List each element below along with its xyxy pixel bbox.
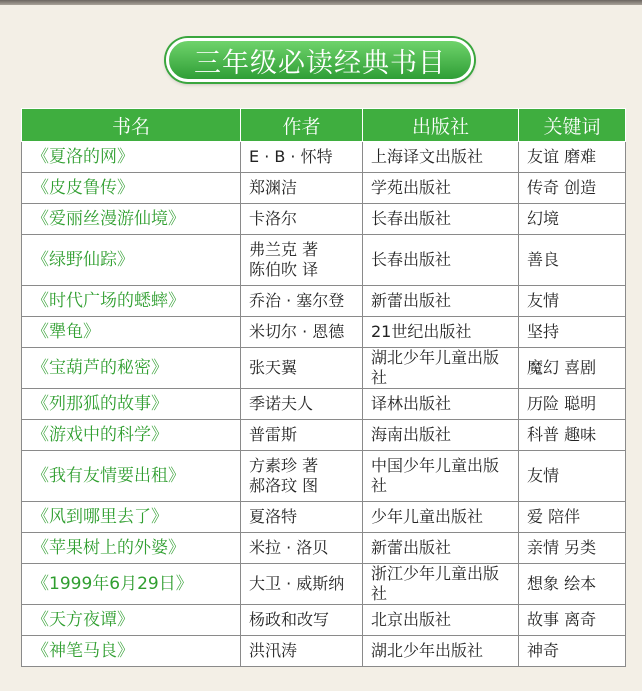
author-cell: 杨政和改写 (241, 605, 363, 636)
keywords-cell: 友情 (519, 286, 626, 317)
keywords-cell: 神奇 (519, 636, 626, 667)
table-row (22, 204, 626, 235)
table-row (22, 564, 626, 605)
keywords-cell: 友谊 磨难 (519, 142, 626, 173)
publisher-cell: 21世纪出版社 (363, 317, 519, 348)
keywords-cell: 善良 (519, 235, 626, 286)
publisher-cell: 浙江少年儿童出版社 (363, 564, 519, 605)
book-title-cell: 《夏洛的网》 (22, 142, 241, 173)
header-keywords: 关键词 (519, 109, 626, 142)
keywords-cell: 传奇 创造 (519, 173, 626, 204)
table-row (22, 451, 626, 502)
publisher-cell: 长春出版社 (363, 235, 519, 286)
keywords-cell: 魔幻 喜剧 (519, 348, 626, 389)
book-title-cell: 《绿野仙踪》 (22, 235, 241, 286)
author-cell: 洪汛涛 (241, 636, 363, 667)
header-author: 作者 (241, 109, 363, 142)
keywords-cell: 科普 趣味 (519, 420, 626, 451)
publisher-cell: 海南出版社 (363, 420, 519, 451)
author-cell: 大卫 · 威斯纳 (241, 564, 363, 605)
author-cell: 季诺夫人 (241, 389, 363, 420)
table-row (22, 235, 626, 286)
book-title-cell: 《宝葫芦的秘密》 (22, 348, 241, 389)
table-row (22, 502, 626, 533)
publisher-cell: 学苑出版社 (363, 173, 519, 204)
keywords-cell: 想象 绘本 (519, 564, 626, 605)
book-title-cell: 《苹果树上的外婆》 (22, 533, 241, 564)
publisher-cell: 新蕾出版社 (363, 533, 519, 564)
book-title-cell: 《风到哪里去了》 (22, 502, 241, 533)
header-book-name: 书名 (22, 109, 241, 142)
keywords-cell: 友情 (519, 451, 626, 502)
keywords-cell: 坚持 (519, 317, 626, 348)
top-edge-strip (0, 0, 642, 5)
table-row (22, 286, 626, 317)
book-title-cell: 《犟龟》 (22, 317, 241, 348)
table-header-row (22, 109, 626, 142)
book-title-cell: 《天方夜谭》 (22, 605, 241, 636)
author-cell: 郑渊洁 (241, 173, 363, 204)
table-row (22, 142, 626, 173)
keywords-cell: 历险 聪明 (519, 389, 626, 420)
publisher-cell: 少年儿童出版社 (363, 502, 519, 533)
author-cell: 方素珍 著 郝洛玟 图 (241, 451, 363, 502)
author-cell: 卡洛尔 (241, 204, 363, 235)
table-row (22, 420, 626, 451)
author-cell: 米切尔 · 恩德 (241, 317, 363, 348)
publisher-cell: 长春出版社 (363, 204, 519, 235)
table-row (22, 389, 626, 420)
author-cell: 米拉 · 洛贝 (241, 533, 363, 564)
table-row (22, 348, 626, 389)
publisher-cell: 译林出版社 (363, 389, 519, 420)
table-row (22, 605, 626, 636)
author-cell: 张天翼 (241, 348, 363, 389)
author-cell: E · B · 怀特 (241, 142, 363, 173)
keywords-cell: 爱 陪伴 (519, 502, 626, 533)
table-row (22, 636, 626, 667)
table-row (22, 173, 626, 204)
publisher-cell: 上海译文出版社 (363, 142, 519, 173)
keywords-cell: 亲情 另类 (519, 533, 626, 564)
table-row (22, 533, 626, 564)
keywords-cell: 幻境 (519, 204, 626, 235)
publisher-cell: 北京出版社 (363, 605, 519, 636)
keywords-cell: 故事 离奇 (519, 605, 626, 636)
book-title-cell: 《神笔马良》 (22, 636, 241, 667)
author-cell: 弗兰克 著 陈伯吹 译 (241, 235, 363, 286)
publisher-cell: 湖北少年出版社 (363, 636, 519, 667)
header-publisher: 出版社 (363, 109, 519, 142)
publisher-cell: 中国少年儿童出版社 (363, 451, 519, 502)
author-cell: 夏洛特 (241, 502, 363, 533)
page-title: 三年级必读经典书目 (166, 38, 474, 82)
reading-list-table (21, 108, 626, 667)
table-row (22, 317, 626, 348)
book-title-cell: 《时代广场的蟋蟀》 (22, 286, 241, 317)
book-title-cell: 《1999年6月29日》 (22, 564, 241, 605)
book-title-cell: 《爱丽丝漫游仙境》 (22, 204, 241, 235)
author-cell: 普雷斯 (241, 420, 363, 451)
book-title-cell: 《列那狐的故事》 (22, 389, 241, 420)
book-title-cell: 《游戏中的科学》 (22, 420, 241, 451)
book-title-cell: 《皮皮鲁传》 (22, 173, 241, 204)
author-cell: 乔治 · 塞尔登 (241, 286, 363, 317)
publisher-cell: 湖北少年儿童出版社 (363, 348, 519, 389)
publisher-cell: 新蕾出版社 (363, 286, 519, 317)
book-title-cell: 《我有友情要出租》 (22, 451, 241, 502)
